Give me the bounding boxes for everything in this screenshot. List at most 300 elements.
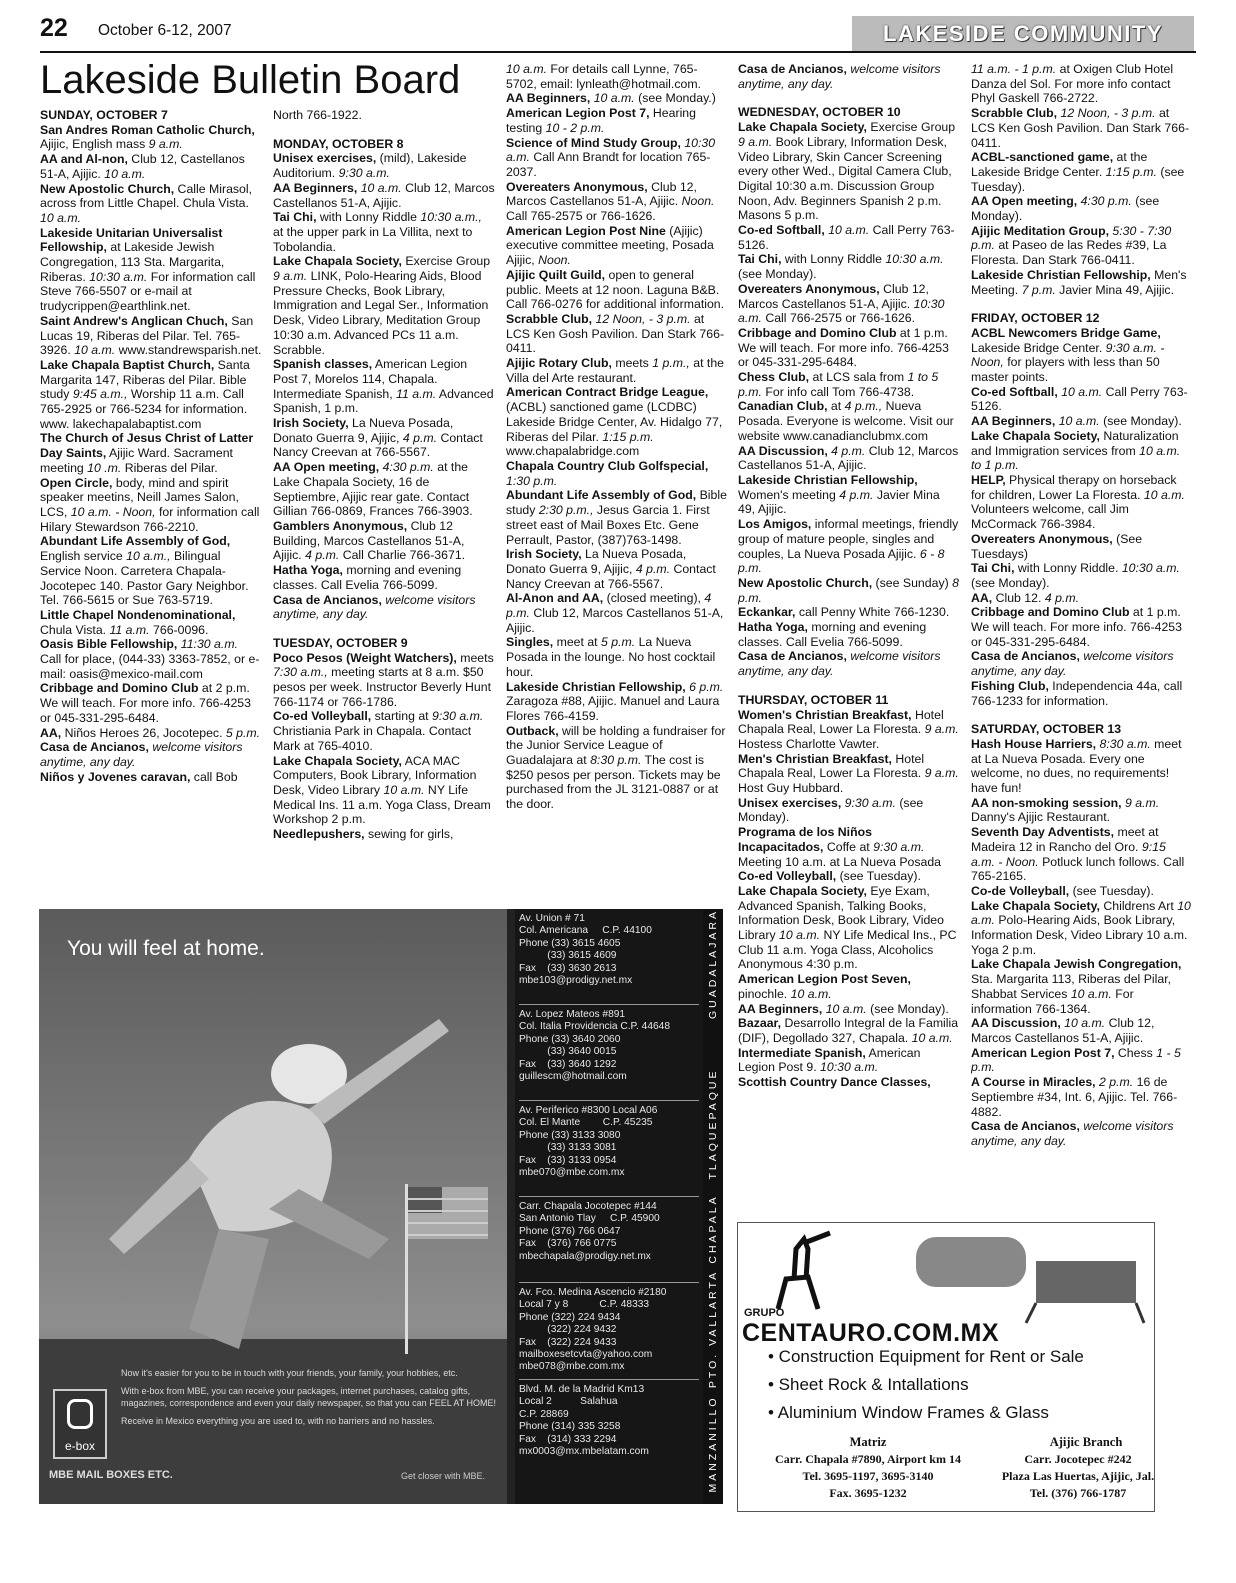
entry-name: Casa de Ancianos, bbox=[971, 1119, 1080, 1134]
bulletin-entry bbox=[738, 972, 960, 1001]
entry-time: 6 p.m. bbox=[689, 679, 724, 694]
entry-name: Hash House Harriers, bbox=[971, 736, 1097, 751]
entry-name: Scottish Country Dance Classes, bbox=[738, 1075, 931, 1090]
location-line: mailboxesetcvta@yahoo.com bbox=[519, 1349, 653, 1361]
entry-name: Bazaar, bbox=[738, 1016, 782, 1031]
bulletin-entry bbox=[40, 637, 262, 681]
entry-text: (see Monday). bbox=[866, 1001, 949, 1016]
entry-text: at Lakeside Jewish Congregation, 113 Sta. Margarita, Riberas. bbox=[40, 240, 225, 284]
entry-name: Cribbage and Domino Club bbox=[971, 605, 1130, 620]
entry-time: 5 p.m. bbox=[601, 635, 636, 650]
entry-name: Spanish classes, bbox=[273, 357, 373, 372]
entry-name: Chapala Country Club Golfspecial, bbox=[506, 458, 709, 473]
bulletin-entry bbox=[971, 1075, 1193, 1119]
bulletin-entry bbox=[738, 517, 960, 576]
entry-name: Ajijic Rotary Club, bbox=[506, 356, 612, 371]
entry-text: meets bbox=[456, 650, 494, 665]
entry-name: Overeaters Anonymous, bbox=[738, 281, 880, 296]
bulletin-entry bbox=[738, 796, 960, 825]
mbe-location bbox=[519, 1009, 699, 1083]
location-line: (33) 3640 0015 bbox=[519, 1046, 617, 1058]
bulletin-entry bbox=[738, 1016, 960, 1045]
entry-name: Scrabble Club, bbox=[506, 311, 593, 326]
entry-text: Santa Margarita 147, Riberas del Pilar. Bible study bbox=[40, 357, 250, 402]
entry-time: 10 a.m. bbox=[1143, 487, 1185, 502]
entry-text: for players with less than 50 master points. bbox=[971, 355, 1160, 385]
mbe-location bbox=[519, 1287, 699, 1374]
bulletin-entry bbox=[40, 740, 262, 769]
mbe-slogan: Get closer with MBE. bbox=[401, 1471, 486, 1481]
bulletin-entry bbox=[738, 62, 960, 91]
location-line: Fax (33) 3640 1292 bbox=[519, 1058, 617, 1070]
bulletin-entry bbox=[971, 62, 1193, 106]
entry-text: Worship 11 a.m. Call 765-2925 or 766-5234 for information. www. lakechapalabaptist.com bbox=[40, 387, 248, 431]
matriz-line: Tel. 3695-1197, 3695-3140 bbox=[802, 1469, 934, 1483]
entry-text: at LCS Ken Gosh Pavilion. Dan Stark 766-0411. bbox=[506, 311, 725, 356]
entry-text: Javier Mina 49, Ajijic. bbox=[738, 487, 940, 517]
bulletin-entry bbox=[738, 1075, 960, 1090]
bulletin-entry bbox=[40, 770, 262, 785]
bulletin-entry bbox=[273, 563, 495, 592]
mbe-locations-list bbox=[515, 909, 703, 1504]
entry-text: (mild), Lakeside Auditorium. bbox=[273, 151, 467, 181]
branch-line: Carr. Jocotepec #242 bbox=[1024, 1452, 1132, 1466]
bulletin-entry bbox=[273, 151, 495, 180]
entry-name: Chess Club, bbox=[738, 370, 810, 385]
bulletin-entry bbox=[40, 152, 262, 181]
mbe-fine-print-2: With e-box from MBE, you can receive your packages, internet purchases, catalog gifts, magazines, correspondence and even your daily newspaper, so that you can FEEL AT HOME! bbox=[121, 1386, 497, 1408]
entry-text: Hostess Charlotte Vawter. bbox=[738, 736, 880, 751]
entry-text: Chess bbox=[1114, 1045, 1157, 1060]
bulletin-entry bbox=[506, 136, 728, 180]
entry-time: 10 .m. bbox=[87, 460, 122, 475]
bulletin-entry bbox=[738, 282, 960, 326]
location-line: Col. Americana C.P. 44100 bbox=[519, 925, 652, 937]
entry-time: 9:15 a.m. - Noon. bbox=[971, 839, 1166, 869]
bulletin-entry bbox=[506, 724, 728, 812]
entry-name: A Course in Miracles, bbox=[971, 1075, 1096, 1090]
bulletin-entry bbox=[273, 460, 495, 519]
entry-text: For information call Steve 766-5507 or e-mail at trudycrippen@earthlink.net. bbox=[40, 269, 256, 314]
entry-time: 4 p.m. bbox=[1044, 590, 1079, 605]
entry-time: welcome visitors anytime, any day. bbox=[971, 649, 1174, 679]
entry-name: Lakeside Unitarian Universalist Fellowship, bbox=[40, 225, 223, 255]
entry-text: Exercise Group bbox=[866, 120, 956, 135]
entry-text: at the Lake Chapala Society, 16 de Septiembre, Ajijic rear gate. Contact Gillian 766-0869, Frances 766-3903. bbox=[273, 460, 473, 519]
location-line: Fax (33) 3630 2613 bbox=[519, 962, 617, 974]
entry-text: Host Guy Hubbard. bbox=[738, 781, 844, 796]
bulletin-entry bbox=[506, 356, 728, 385]
entry-text: Club 12, Marcos Castellanos 51-A, Ajijic. bbox=[738, 281, 929, 311]
bulletin-entry bbox=[506, 224, 728, 268]
entry-time: 2 p.m. bbox=[1099, 1075, 1134, 1090]
entry-time: 9 a.m. bbox=[924, 766, 959, 781]
bulletin-entry bbox=[273, 709, 495, 753]
location-line: mbe078@mbe.com.mx bbox=[519, 1361, 625, 1373]
entry-time: welcome visitors anytime, any day. bbox=[738, 62, 941, 91]
entry-text: (See Tuesdays) bbox=[971, 531, 1143, 561]
location-line: (322) 224 9432 bbox=[519, 1324, 617, 1336]
entry-name: Ajijic Quilt Guild, bbox=[506, 267, 606, 282]
bulletin-entry bbox=[971, 106, 1193, 150]
bulletin-entry bbox=[40, 358, 262, 432]
entry-time: 4 p.m., bbox=[844, 399, 883, 414]
location-separator bbox=[519, 1379, 699, 1380]
centauro-bullet-3: • Aluminium Window Frames & Glass bbox=[768, 1403, 1049, 1422]
location-line: Phone (376) 766 0647 bbox=[519, 1225, 621, 1237]
entry-text: with Lonny Riddle bbox=[316, 210, 421, 225]
location-line: Fax (314) 333 2294 bbox=[519, 1433, 617, 1445]
entry-name: Lake Chapala Society, bbox=[738, 120, 867, 135]
entry-time: 10 a.m. bbox=[1058, 414, 1100, 429]
entry-text: meet at Madeira 12 in Rancho del Oro. bbox=[971, 825, 1159, 854]
entry-name: Scrabble Club, bbox=[971, 106, 1058, 121]
bulletin-entry bbox=[273, 254, 495, 357]
entry-text: Call Ann Brandt for location 765-2037. bbox=[506, 150, 711, 179]
entry-name: AA Beginners, bbox=[506, 91, 591, 106]
entry-time: 10 a.m. bbox=[790, 986, 832, 1001]
entry-name: Open Circle, bbox=[40, 475, 113, 490]
bulletin-entry bbox=[971, 737, 1193, 796]
entry-text: Eye Exam, Advanced Spanish, Talking Books, Information Desk, Book Library, Video Library bbox=[738, 883, 944, 943]
branch-line: Plaza Las Huertas, Ajijic, Jal. bbox=[1001, 1469, 1155, 1483]
entry-text: Polo-Hearing Aids, Book Library, Information Desk, Video Library 10 a.m. Yoga 2 p.m. bbox=[971, 913, 1188, 957]
entry-text: English service bbox=[40, 549, 127, 564]
location-line: (33) 3133 3081 bbox=[519, 1142, 617, 1154]
entry-time: Noon. bbox=[681, 194, 715, 209]
entry-time: 10:30 a.m., bbox=[420, 210, 482, 225]
city-label: MANZANILLO bbox=[707, 1395, 719, 1493]
entry-text: For details call Lynne, 765-5702, email: lynleath@hotmail.com. bbox=[506, 62, 701, 91]
entry-time: 1 p.m., bbox=[652, 356, 690, 371]
bulletin-entry bbox=[40, 726, 262, 741]
entry-text: NY Life Medical Ins. 11 a.m. Yoga Class, Dream Workshop 2 p.m. bbox=[273, 782, 491, 827]
entry-name: Singles, bbox=[506, 635, 554, 650]
issue-date: October 6-12, 2007 bbox=[98, 22, 232, 39]
entry-name: Casa de Ancianos, bbox=[971, 649, 1080, 664]
entry-text: Bilingual Service Noon. Carretera Chapala-Jocotepec 140. Pastor Gary Neighbor. Tel. 766-5615 or Sue 763-5719. bbox=[40, 549, 249, 608]
bulletin-entry bbox=[506, 635, 728, 679]
entry-text: North 766-1922. bbox=[273, 108, 362, 122]
location-line: C.P. 28869 bbox=[519, 1408, 569, 1420]
entry-name: Programa de los Niños Incapacitados, bbox=[738, 825, 872, 854]
entry-time: 10 a.m. bbox=[971, 898, 1191, 928]
e-box-logo bbox=[53, 1389, 107, 1459]
entry-time: 4 p.m. bbox=[402, 430, 438, 445]
entry-text: Call 766-2575 or 766-1626. bbox=[761, 311, 916, 326]
entry-name: Co-de Volleyball, bbox=[971, 883, 1070, 898]
centauro-branch-address bbox=[1000, 1451, 1156, 1502]
entry-name: Little Chapel Nondenominational, bbox=[40, 607, 236, 622]
location-line: Av. Periferico #8300 Local A06 bbox=[519, 1105, 658, 1116]
entry-text: meets bbox=[611, 356, 653, 371]
entry-time: 10 - 2 p.m. bbox=[545, 120, 605, 135]
location-line: Av. Fco. Medina Ascencio #2180 bbox=[519, 1287, 667, 1298]
location-line: mbe070@mbe.com.mx bbox=[519, 1167, 625, 1179]
bulletin-entry bbox=[738, 752, 960, 796]
bulletin-entry bbox=[971, 1119, 1193, 1148]
entry-name: The Church of Jesus Christ of Latter Day Saints, bbox=[40, 431, 254, 461]
centauro-matriz-title: Matriz bbox=[849, 1435, 887, 1449]
matriz-line: Fax. 3695-1232 bbox=[829, 1486, 907, 1500]
bulletin-entry bbox=[971, 605, 1193, 649]
entry-time: 10 a.m. bbox=[40, 210, 82, 225]
entry-text: call Penny White 766-1230. bbox=[795, 605, 950, 620]
entry-text: La Nueva Posada in the lounge. No host cocktail hour. bbox=[506, 635, 716, 679]
entry-name: AA Beginners, bbox=[273, 180, 358, 195]
location-line: Av. Lopez Mateos #891 bbox=[519, 1009, 626, 1020]
location-line: Blvd. M. de la Madrid Km13 bbox=[519, 1384, 645, 1395]
entry-text: with Lonny Riddle. bbox=[1014, 561, 1122, 576]
entry-time: 6 - 8 p.m. bbox=[738, 546, 945, 576]
entry-name: AA, bbox=[971, 590, 993, 605]
location-line: Local 7 y 8 C.P. 48333 bbox=[519, 1299, 650, 1311]
bulletin-entry bbox=[971, 561, 1193, 590]
bulletin-entry bbox=[971, 414, 1193, 429]
entry-time: 9:30 a.m. bbox=[338, 166, 390, 181]
entry-name: Cribbage and Domino Club bbox=[40, 681, 199, 696]
bulletin-entry bbox=[971, 326, 1193, 385]
entry-time: welcome visitors anytime, any day. bbox=[738, 649, 941, 679]
entry-time: 9 a.m. bbox=[924, 722, 959, 737]
entry-text: Desarrollo Integral de la Familia (DIF), Degollado 327, Chapala. bbox=[738, 1016, 959, 1045]
entry-time: 10 a.m. to 1 p.m. bbox=[971, 443, 1181, 473]
centauro-name: CENTAURO.COM.MX bbox=[742, 1319, 1000, 1347]
entry-text: Coffe at bbox=[823, 839, 874, 854]
entry-text: Book Library, Information Desk, Video Library, Skin Cancer Screening every other Wed., Digital Camera Club, Digital 10:30 a.m. Discussion Group Noon, Adv. Beginners Spanish 2 p.m. Masons 5 p.m. bbox=[738, 134, 952, 223]
bulletin-entry bbox=[506, 488, 728, 547]
entry-text: Club 12, Marcos Castellanos 51-A, Ajijic. bbox=[506, 606, 724, 635]
location-line: mx0003@mx.mbelatam.com bbox=[519, 1446, 649, 1458]
entry-name: AA Open meeting, bbox=[273, 460, 380, 475]
entry-text: open to general public. Meets at 12 noon. Laguna B&B. Call 766-0276 for additional information. bbox=[506, 267, 725, 312]
bulletin-entry bbox=[971, 679, 1193, 708]
entry-name: Co-ed Volleyball, bbox=[738, 869, 837, 884]
location-line: Phone (314) 335 3258 bbox=[519, 1421, 621, 1433]
page-title: Lakeside Bulletin Board bbox=[40, 58, 461, 102]
entry-name: Niños y Jovenes caravan, bbox=[40, 769, 191, 784]
bulletin-entry bbox=[738, 223, 960, 252]
day-heading: MONDAY, OCTOBER 8 bbox=[273, 136, 404, 151]
entry-text: starting at bbox=[371, 709, 433, 724]
entry-name: Casa de Ancianos, bbox=[738, 62, 847, 76]
entry-name: Lake Chapala Society, bbox=[971, 898, 1100, 913]
entry-text: call Bob bbox=[190, 769, 238, 784]
matriz-line: Carr. Chapala #7890, Airport km 14 bbox=[775, 1452, 961, 1466]
entry-name: American Legion Post 7, bbox=[971, 1045, 1115, 1060]
entry-time: 10 a.m. bbox=[828, 223, 870, 238]
entry-time: 12 Noon, - 3 p.m. bbox=[595, 311, 691, 326]
entry-text: (ACBL) sanctioned game (LCDBC) Lakeside Bridge Center, Av. Hidalgo 77, Riberas del Pilar. bbox=[506, 400, 723, 444]
entry-text: at the Villa del Arte restaurant. bbox=[506, 356, 725, 385]
entry-name: Canadian Club, bbox=[738, 399, 828, 414]
entry-text: at the upper park in La Villita, next to Tobolandia. bbox=[273, 224, 473, 254]
entry-text: Call 765-2575 or 766-1626. bbox=[506, 209, 656, 224]
bulletin-entry bbox=[738, 825, 960, 869]
entry-time: 9 a.m. bbox=[148, 137, 183, 152]
bulletin-column-1 bbox=[40, 108, 262, 908]
bulletin-entry bbox=[738, 869, 960, 884]
entry-text: (see Tuesday). bbox=[971, 164, 1185, 194]
entry-text: Childrens Art bbox=[1099, 898, 1178, 913]
entry-time: 9:30 a.m. bbox=[844, 795, 896, 810]
entry-name: Poco Pesos (Weight Watchers), bbox=[273, 650, 457, 665]
entry-name: American Legion Post Nine bbox=[506, 223, 666, 238]
entry-time: 10 a.m. bbox=[74, 343, 116, 358]
mbe-location bbox=[519, 913, 699, 987]
entry-text: Ajijic, English mass bbox=[40, 137, 149, 152]
entry-name: ACBL Newcomers Bridge Game, bbox=[971, 325, 1161, 340]
entry-name: American Contract Bridge League, bbox=[506, 385, 709, 400]
location-separator bbox=[519, 1196, 699, 1197]
bulletin-entry bbox=[273, 651, 495, 710]
entry-name: Lake Chapala Baptist Church, bbox=[40, 357, 215, 372]
entry-text: Riberas del Pilar. bbox=[121, 460, 218, 475]
bulletin-entry bbox=[506, 459, 728, 488]
entry-name: Overeaters Anonymous, bbox=[506, 179, 648, 194]
city-label: CHAPALA bbox=[707, 1194, 719, 1264]
entry-name: Intermediate Spanish, bbox=[738, 1045, 866, 1060]
entry-time: 10 a.m. bbox=[383, 782, 425, 797]
city-label: TLAQUEPAQUE bbox=[707, 1068, 719, 1180]
entry-text: Niños Heroes 26, Jocotepec. bbox=[61, 725, 226, 740]
bulletin-entry bbox=[971, 532, 1193, 561]
entry-time: 1:15 p.m. bbox=[1105, 164, 1157, 179]
bulletin-entry bbox=[738, 473, 960, 517]
entry-text: for information call Hilary Stewardson 766-2210. bbox=[40, 504, 260, 534]
entry-time: 12 Noon, - 3 p.m. bbox=[1060, 106, 1156, 121]
entry-name: Women's Christian Breakfast, bbox=[738, 707, 912, 722]
entry-text: Women's meeting bbox=[738, 487, 840, 502]
entry-text: informal meetings, friendly group of mature people, singles and couples, La Nueva Posada Ajijic. bbox=[738, 517, 959, 561]
entry-name: New Apostolic Church, bbox=[40, 181, 175, 196]
entry-text: sewing for girls, bbox=[364, 827, 454, 842]
bulletin-entry bbox=[738, 444, 960, 473]
bulletin-entry bbox=[971, 1016, 1193, 1045]
entry-name: Science of Mind Study Group, bbox=[506, 135, 681, 150]
entry-name: Lakeside Christian Fellowship, bbox=[738, 472, 918, 487]
entry-text: at 2 p.m. We will teach. For more info. 766-4253 or 045-331-295-6484. bbox=[40, 681, 251, 725]
entry-time: 8:30 a.m. bbox=[1099, 736, 1151, 751]
bulletin-entry bbox=[506, 106, 728, 135]
entry-text: Contact Nancy Creevan at 766-5567. bbox=[273, 430, 483, 460]
location-line: San Antonio Tlay C.P. 45900 bbox=[519, 1213, 660, 1225]
entry-text: LINK, Polo-Hearing Aids, Blood Pressure Checks, Book Library, Immigration and Legal Ser., Information Desk, Video Library, Meditation Group 10:30 a.m. Advanced PCs 11 a.m. Scrabble. bbox=[273, 269, 489, 357]
entry-text: American Legion Post 7, Morelos 114, Chapala. Intermediate Spanish, bbox=[273, 357, 468, 401]
location-line: mbe103@prodigy.net.mx bbox=[519, 975, 633, 987]
entry-time: 9 a.m. bbox=[738, 134, 773, 149]
entry-text: Club 12 Building, Marcos Castellanos 51-A, Ajijic. bbox=[273, 518, 465, 563]
branch-line: Tel. (376) 766-1787 bbox=[1029, 1486, 1127, 1500]
entry-time: 7 p.m. bbox=[1021, 282, 1056, 297]
entry-text: pinochle. bbox=[738, 986, 791, 1001]
entry-time: 10:30 a.m. bbox=[885, 252, 944, 267]
entry-text: Advanced Spanish, 1 p.m. bbox=[273, 386, 494, 416]
entry-name: San Andres Roman Catholic Church, bbox=[40, 122, 255, 137]
bulletin-entry bbox=[738, 399, 960, 443]
entry-text: body, mind and spirit speaker meetins, Neill James Salon, LCS, bbox=[40, 475, 239, 519]
entry-name: AA non-smoking session, bbox=[971, 795, 1122, 810]
entry-time: 2:30 p.m., bbox=[538, 503, 594, 518]
bulletin-entry bbox=[971, 224, 1193, 268]
bulletin-entry bbox=[971, 429, 1193, 473]
bulletin-column-5 bbox=[971, 62, 1193, 1202]
entry-time: 1 to 5 p.m. bbox=[738, 370, 939, 399]
entry-text: morning and evening classes. Call Evelia 766-5099. bbox=[273, 563, 462, 592]
location-line: mbechapala@prodigy.net.mx bbox=[519, 1250, 651, 1262]
entry-text: Hotel Chapala Real, Lower La Floresta. bbox=[738, 751, 925, 781]
entry-name: Unisex exercises, bbox=[738, 795, 842, 810]
entry-text: Jesus Garcia 1. First street east of Mail Boxes Etc. Gene Perrault, Pastor, (387)763-1498. bbox=[506, 503, 710, 547]
entry-text: Call Charlie 766-3671. bbox=[339, 548, 466, 563]
entry-time: 11 a.m. bbox=[109, 622, 150, 637]
entry-name: AA and Al-non, bbox=[40, 152, 128, 167]
location-separator bbox=[519, 1100, 699, 1101]
entry-text: For info call Tom 766-4738. bbox=[761, 384, 915, 399]
entry-time: 4 p.m. bbox=[831, 443, 866, 458]
entry-name: AA Beginners, bbox=[738, 1001, 823, 1016]
entry-name: Hatha Yoga, bbox=[273, 563, 343, 578]
entry-text: Ajijic Ward. Sacrament meeting bbox=[40, 446, 233, 475]
location-line: Col. Italia Providencia C.P. 44648 bbox=[519, 1021, 671, 1033]
entry-name: Irish Society, bbox=[273, 416, 349, 431]
entry-name: Irish Society, bbox=[506, 547, 582, 562]
bulletin-entry bbox=[971, 473, 1193, 532]
entry-time: 10 a.m. bbox=[825, 1001, 867, 1016]
entry-text: Lakeside Bridge Center. bbox=[971, 340, 1106, 355]
location-line: guillescm@hotmail.com bbox=[519, 1071, 627, 1083]
e-box-label: e-box bbox=[64, 1439, 96, 1453]
entry-name: Los Amigos, bbox=[738, 517, 812, 532]
entry-name: Outback, bbox=[506, 723, 559, 738]
entry-text: at LCS sala from bbox=[809, 370, 908, 385]
entry-time: Noon. bbox=[538, 253, 571, 268]
entry-text: Calle Mirasol, across from Little Chapel. Chula Vista. bbox=[40, 181, 253, 211]
bulletin-entry bbox=[506, 385, 728, 459]
entry-name: Al-Anon and AA, bbox=[506, 591, 604, 606]
entry-time: 10 a.m. bbox=[104, 166, 146, 181]
entry-text: American Legion Post 9. bbox=[738, 1045, 921, 1075]
entry-text: will be holding a fundraiser for the Junior Service League of Guadalajara at bbox=[506, 723, 726, 768]
bulletin-entry bbox=[506, 91, 728, 106]
bulletin-entry bbox=[273, 210, 495, 254]
entry-text: Call Perry 763-5126. bbox=[738, 223, 955, 252]
entry-text: Meeting 10 a.m. at La Nueva Posada bbox=[738, 854, 942, 869]
bulletin-entry bbox=[506, 591, 728, 635]
entry-time: welcome visitors anytime, any day. bbox=[40, 740, 243, 769]
entry-name: New Apostolic Church, bbox=[738, 575, 873, 590]
entry-text: (see Sunday) bbox=[872, 575, 953, 590]
entry-text: Danny's Ajijic Restaurant. bbox=[971, 810, 1111, 825]
centauro-branch-title: Ajijic Branch bbox=[1049, 1435, 1123, 1449]
entry-name: Fishing Club, bbox=[971, 678, 1049, 693]
entry-text: Club 12. bbox=[992, 590, 1045, 605]
entry-time: 10:30 a.m. bbox=[1121, 561, 1180, 576]
entry-name: Cribbage and Domino Club bbox=[738, 325, 897, 340]
entry-text: Christiania Park in Chapala. Contact Mark at 765-4010. bbox=[273, 724, 472, 753]
entry-time: 10 a.m., bbox=[126, 549, 171, 564]
mbe-fine-print-1: Now it's easier for you to be in touch with your friends, your family, your hobbies, etc. bbox=[121, 1368, 458, 1378]
bulletin-entry bbox=[273, 181, 495, 210]
entry-text: (see Monday). bbox=[1099, 414, 1182, 429]
entry-time: 10 a.m. bbox=[1070, 986, 1112, 1001]
entry-text: at Paseo de las Redes #39, La Floresta. Dan Stark 766-0411. bbox=[971, 238, 1167, 268]
entry-text: 16 de Septiembre #34, Int. 6, Ajijic. Tel. 766-4882. bbox=[971, 1075, 1178, 1119]
entry-time: 8 p.m. bbox=[738, 575, 959, 605]
entry-time: 1:30 p.m. bbox=[506, 473, 558, 488]
entry-name: Overeaters Anonymous, bbox=[971, 531, 1113, 546]
bulletin-entry bbox=[273, 593, 495, 622]
